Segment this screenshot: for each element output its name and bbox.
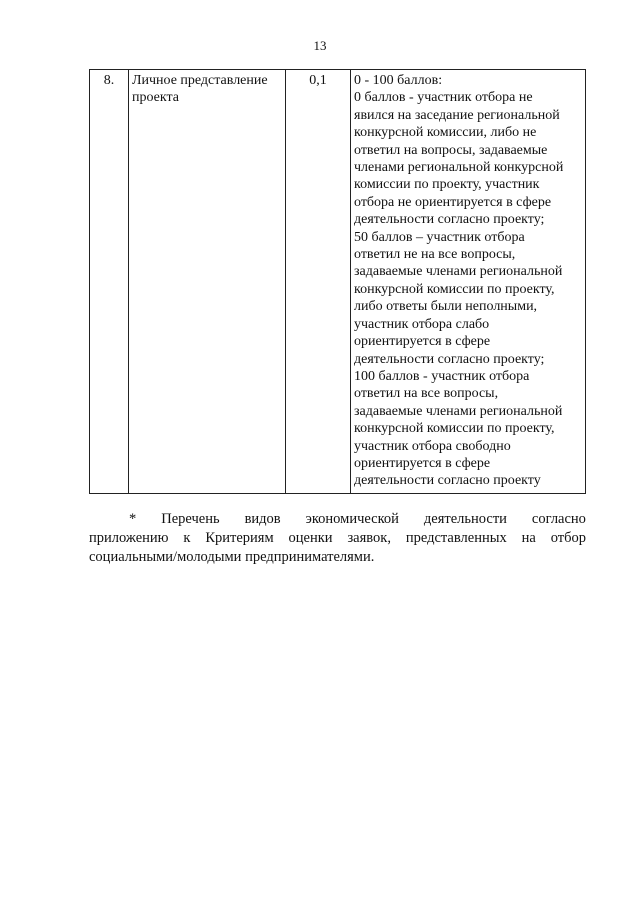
description-line: деятельности согласно проекту; <box>354 351 545 367</box>
footnote <box>89 510 586 567</box>
footnote-word: представленных <box>405 530 507 546</box>
footnote-word: видов <box>244 511 281 527</box>
description-line: деятельности согласно проекту; <box>354 212 545 228</box>
description-line: ответил на вопросы, задаваемые <box>354 142 548 158</box>
description-line: членами региональной конкурсной <box>354 160 564 176</box>
page-number: 13 <box>313 38 327 53</box>
footnote-word: отбор <box>550 530 586 546</box>
description-line: ориентируется в сфере <box>354 455 491 471</box>
description-line: конкурсной комиссии, либо не <box>354 125 537 141</box>
weight-cell: 0,1 <box>286 70 351 494</box>
description-line: 50 баллов – участник отбора <box>354 229 525 245</box>
description-line: конкурсной комиссии по проекту, <box>354 421 555 437</box>
scoring-description-cell <box>351 70 586 494</box>
description-line: задаваемые членами региональной <box>354 403 563 419</box>
description-line: 0 - 100 баллов: <box>354 73 443 88</box>
description-line: либо ответы были неполными, <box>354 299 538 315</box>
criterion-name-line: проекта <box>132 90 179 106</box>
description-line: явился на заседание региональной <box>354 107 560 123</box>
description-line: ориентируется в сфере <box>354 334 491 350</box>
description-line: ответил не на все вопросы, <box>354 247 516 263</box>
footnote-line <box>89 529 586 548</box>
description-line: отбора не ориентируется в сфере <box>354 194 552 210</box>
criterion-name-line: Личное представление <box>132 73 268 88</box>
footnote-line: социальными/молодыми предпринимателями. <box>89 549 375 565</box>
description-line: 100 баллов - участник отбора <box>354 368 530 384</box>
description-line: деятельности согласно проекту <box>354 473 541 489</box>
footnote-word: к <box>183 530 191 546</box>
footnote-word: оценки <box>288 530 333 546</box>
description-line: задаваемые членами региональной <box>354 264 563 280</box>
table-row <box>90 70 586 494</box>
description-line: комиссии по проекту, участник <box>354 177 540 193</box>
row-number-cell: 8. <box>90 70 129 494</box>
footnote-word: Перечень <box>161 511 220 527</box>
footnote-word: деятельности <box>423 511 507 527</box>
footnote-word: Критериям <box>205 530 274 546</box>
footnote-word: * <box>129 511 137 527</box>
criteria-table <box>89 69 586 494</box>
criterion-name-cell <box>129 70 286 494</box>
description-line: конкурсной комиссии по проекту, <box>354 281 555 297</box>
footnote-line <box>89 510 586 529</box>
footnote-word: согласно <box>531 511 586 527</box>
footnote-word: приложению <box>89 530 169 546</box>
footnote-word: заявок, <box>347 530 391 546</box>
description-line: 0 баллов - участник отбора не <box>354 90 533 106</box>
footnote-word: на <box>521 530 536 546</box>
footnote-word: экономической <box>305 511 399 527</box>
description-line: участник отбора слабо <box>354 316 490 332</box>
description-line: участник отбора свободно <box>354 438 511 454</box>
description-line: ответил на все вопросы, <box>354 386 499 402</box>
